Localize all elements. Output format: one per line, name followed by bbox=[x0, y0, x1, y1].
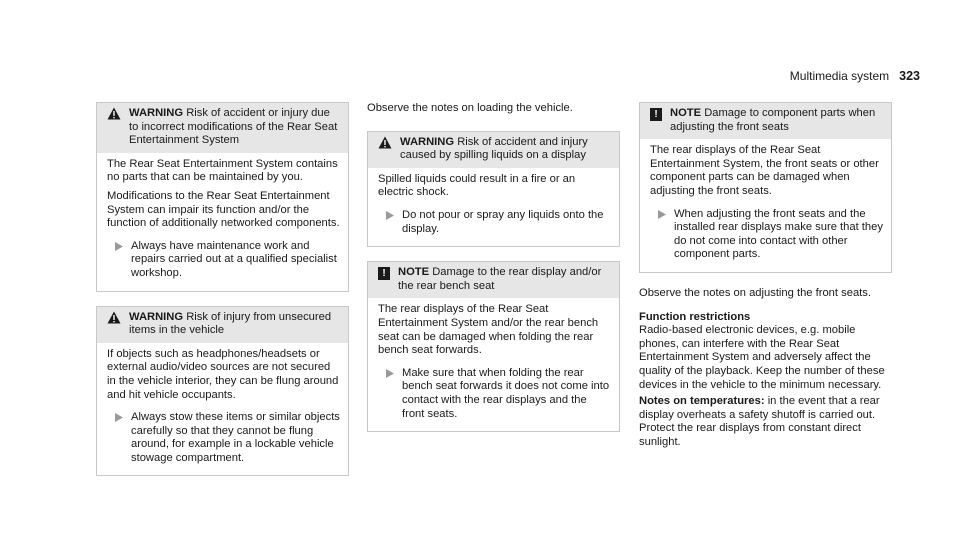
warning-box-unsecured-items bbox=[96, 306, 349, 477]
warning-triangle-icon bbox=[378, 136, 392, 149]
exclamation-icon: ! bbox=[378, 267, 390, 280]
instruction-step: When adjusting the front seats and the installed rear displays make sure that they do not come into contact with other component parts. bbox=[658, 208, 883, 262]
body-text: Radio-based electronic devices, e.g. mobile phones, can interfere with the Rear Seat Entertainment System and adversely affect the quality of the playback. Keep the number of these devices in the vehicle to the minimum necessary. bbox=[639, 324, 885, 391]
warning-text: If objects such as headphones/headsets or external audio/video sources are not secured in the vehicle interior, they can be flung around and hit vehicle occupants. bbox=[107, 347, 339, 401]
warning-label: WARNING bbox=[129, 107, 184, 119]
warning-box-liquids bbox=[367, 131, 620, 248]
warning-label: WARNING bbox=[129, 310, 184, 323]
step-arrow-icon bbox=[658, 210, 666, 219]
warning-triangle-icon bbox=[107, 107, 121, 120]
note-label: NOTE bbox=[398, 266, 430, 279]
page-number: 323 bbox=[899, 69, 920, 83]
note-label: NOTE bbox=[670, 107, 702, 119]
warning-triangle-icon bbox=[107, 311, 121, 324]
step-arrow-icon bbox=[386, 369, 394, 378]
warning-text: The Rear Seat Entertainment System contains no parts that can be maintained by you. bbox=[107, 157, 338, 184]
page-header bbox=[790, 70, 920, 84]
column-1 bbox=[96, 102, 349, 476]
instruction-step: Make sure that when folding the rear bench seat forwards it does not come into contact with the rear displays and the front seats. bbox=[386, 367, 611, 421]
instruction-step: Do not pour or spray any liquids onto the display. bbox=[386, 209, 611, 236]
note-title: Damage to component parts when adjusting the front seats bbox=[670, 107, 876, 133]
step-arrow-icon bbox=[115, 413, 123, 422]
body-text: Notes on temperatures: in the event that a rear display overheats a safety shutoff is carried out. Protect the rear displays from constant direct sunlight. bbox=[639, 395, 880, 448]
warning-text: Spilled liquids could result in a fire or an electric shock. bbox=[378, 172, 576, 199]
inline-heading: Notes on temperatures: bbox=[639, 395, 765, 408]
intro-text: Observe the notes on loading the vehicle. bbox=[367, 102, 573, 114]
note-box-rear-display bbox=[367, 261, 620, 432]
section-heading: Function restrictions bbox=[639, 310, 751, 323]
warning-text: Modifications to the Rear Seat Entertainment System can impair its function and/or the function of additionally networked components. bbox=[107, 189, 340, 230]
note-box-front-seats bbox=[639, 102, 892, 273]
warning-box-modifications bbox=[96, 102, 349, 292]
column-2 bbox=[367, 102, 620, 432]
note-text: The rear displays of the Rear Seat Entertainment System, the front seats or other component parts can be damaged when adjusting the front seats. bbox=[650, 144, 879, 197]
warning-title: Risk of accident and injury caused by spilling liquids on a display bbox=[400, 135, 588, 162]
exclamation-icon: ! bbox=[650, 108, 662, 121]
warning-label: WARNING bbox=[400, 135, 455, 148]
step-arrow-icon bbox=[386, 211, 394, 220]
section-title: Multimedia system bbox=[789, 69, 890, 83]
column-3 bbox=[639, 102, 892, 452]
step-arrow-icon bbox=[115, 242, 123, 251]
instruction-step: Always stow these items or similar objects carefully so that they cannot be flung around, for example in a lockable vehicle stowage compartment. bbox=[115, 411, 340, 465]
instruction-step: Always have maintenance work and repairs carried out at a qualified specialist workshop. bbox=[115, 240, 340, 281]
warning-title: Risk of accident or injury due to incorrect modifications of the Rear Seat Entertainment System bbox=[129, 107, 338, 147]
note-text: The rear displays of the Rear Seat Entertainment System and/or the rear bench seat can be damaged when folding the rear bench seat forwards. bbox=[378, 303, 599, 357]
intro-text: Observe the notes on adjusting the front seats. bbox=[639, 286, 871, 299]
note-title: Damage to the rear display and/or the rear bench seat bbox=[398, 266, 602, 292]
warning-title: Risk of injury from unsecured items in the vehicle bbox=[129, 310, 332, 337]
